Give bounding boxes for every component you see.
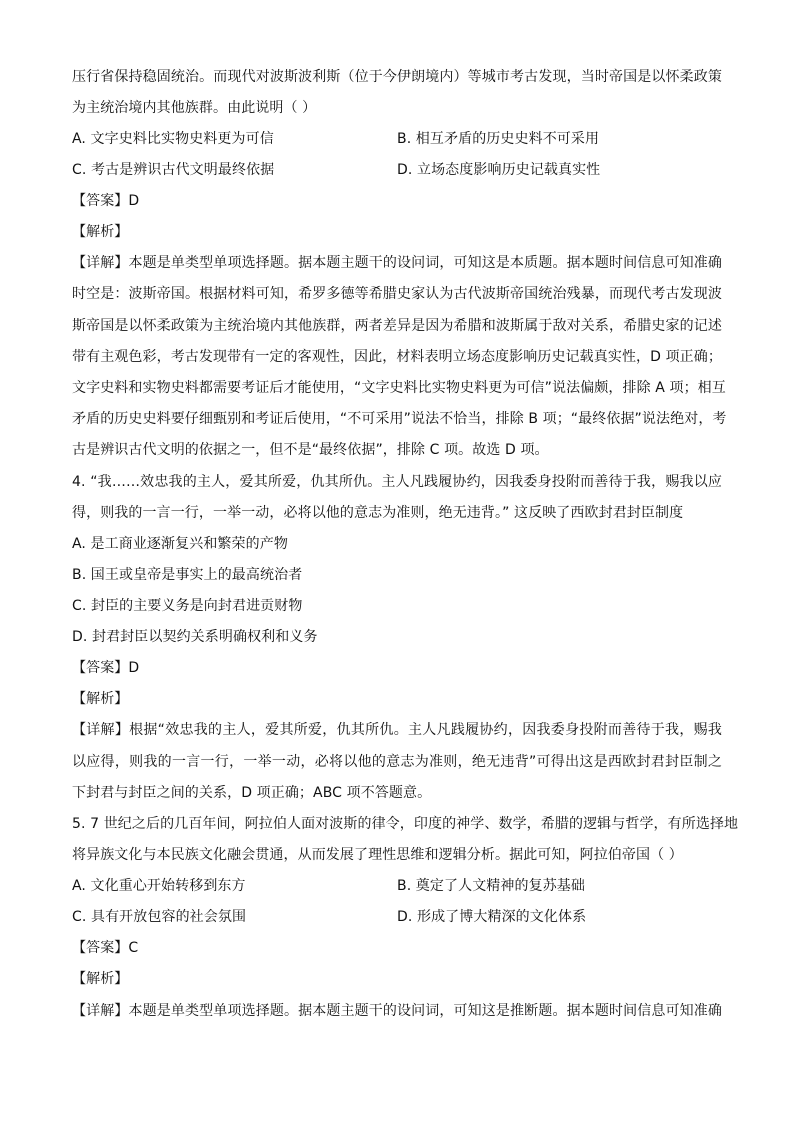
q5-option-b: B. 奠定了人文精神的复苏基础 xyxy=(397,878,586,894)
q3-detail-line-5: 文字史料和实物史料都需要考证后才能使用，“文字史料比实物史料更为可信”说法偏颇，排除 A 项；相互 xyxy=(72,380,726,396)
q3-option-d: D. 立场态度影响历史记载真实性 xyxy=(397,162,601,178)
q3-stem-line-2: 为主统治境内其他族群。由此说明（ ） xyxy=(72,100,317,116)
q3-detail-line-1: 【详解】本题是单类型单项选择题。据本题主题干的设问词，可知这是本质题。据本题时间信息可知准确 xyxy=(72,255,722,271)
q4-analysis-heading: 【解析】 xyxy=(72,691,129,707)
q4-answer: 【答案】D xyxy=(72,660,140,676)
q3-option-c: C. 考古是辨识古代文明最终依据 xyxy=(72,162,275,178)
q3-stem-line-1: 压行省保持稳固统治。而现代对波斯波利斯（位于今伊朗境内）等城市考古发现，当时帝国是以怀柔政策 xyxy=(72,69,722,85)
q5-option-d: D. 形成了博大精深的文化体系 xyxy=(397,909,587,925)
q3-detail-line-6: 矛盾的历史史料要仔细甄别和考证后使用，“不可采用”说法不恰当，排除 B 项；“最终依据”说法绝对，考 xyxy=(72,411,727,427)
q5-stem-line-1: 5. 7 世纪之后的几百年间，阿拉伯人面对波斯的律令，印度的神学、数学，希腊的逻辑与哲学，有所选择地 xyxy=(72,816,739,832)
q4-stem-line-2: 得，则我的一言一行，一举一动，必将以他的意志为准则，绝无违背。” 这反映了西欧封君封臣制度 xyxy=(72,505,684,521)
q5-option-c: C. 具有开放包容的社会氛围 xyxy=(72,909,247,925)
q5-answer: 【答案】C xyxy=(72,940,139,956)
q5-detail-line-1: 【详解】本题是单类型单项选择题。据本题主题干的设问词，可知这是推断题。据本题时间信息可知准确 xyxy=(72,1003,722,1019)
q4-option-a: A. 是工商业逐渐复兴和繁荣的产物 xyxy=(72,536,288,552)
q4-detail-line-2: 以应得，则我的一言一行，一举一动，必将以他的意志为准则，绝无违背”可得出这是西欧封君封臣制之 xyxy=(72,754,722,770)
q3-option-b: B. 相互矛盾的历史史料不可采用 xyxy=(397,131,600,147)
q4-option-d: D. 封君封臣以契约关系明确权利和义务 xyxy=(72,629,318,645)
q3-detail-line-3: 斯帝国是以怀柔政策为主统治境内其他族群，两者差异是因为希腊和波斯属于敌对关系，希腊史家的记述 xyxy=(72,318,722,334)
q4-option-c: C. 封臣的主要义务是向封君进贡财物 xyxy=(72,598,303,614)
q3-detail-line-4: 带有主观色彩，考古发现带有一定的客观性，因此，材料表明立场态度影响历史记载真实性，D 项正确； xyxy=(72,349,722,365)
q4-option-b: B. 国王或皇帝是事实上的最高统治者 xyxy=(72,567,303,583)
q3-detail-line-7: 古是辨识古代文明的依据之一，但不是“最终依据”，排除 C 项。故选 D 项。 xyxy=(72,442,549,458)
q4-detail-line-3: 下封君与封臣之间的关系，D 项正确；ABC 项不答题意。 xyxy=(72,785,432,801)
q5-stem-line-2: 将异族文化与本民族文化融会贯通，从而发展了理性思维和逻辑分析。据此可知，阿拉伯帝国（ ） xyxy=(72,847,683,863)
q3-analysis-heading: 【解析】 xyxy=(72,224,129,240)
q3-answer: 【答案】D xyxy=(72,193,140,209)
q4-stem-line-1: 4. “我……效忠我的主人，爱其所爱，仇其所仇。主人凡践履协约，因我委身投附而善待于我，赐我以应 xyxy=(72,474,722,490)
q3-detail-line-2: 时空是：波斯帝国。根据材料可知，希罗多德等希腊史家认为古代波斯帝国统治残暴，而现代考古发现波 xyxy=(72,286,722,302)
q4-detail-line-1: 【详解】根据“效忠我的主人，爱其所爱，仇其所仇。主人凡践履协约，因我委身投附而善待于我，赐我 xyxy=(72,722,722,738)
q5-option-a: A. 文化重心开始转移到东方 xyxy=(72,878,246,894)
q5-analysis-heading: 【解析】 xyxy=(72,971,129,987)
q3-option-a: A. 文字史料比实物史料更为可信 xyxy=(72,131,274,147)
